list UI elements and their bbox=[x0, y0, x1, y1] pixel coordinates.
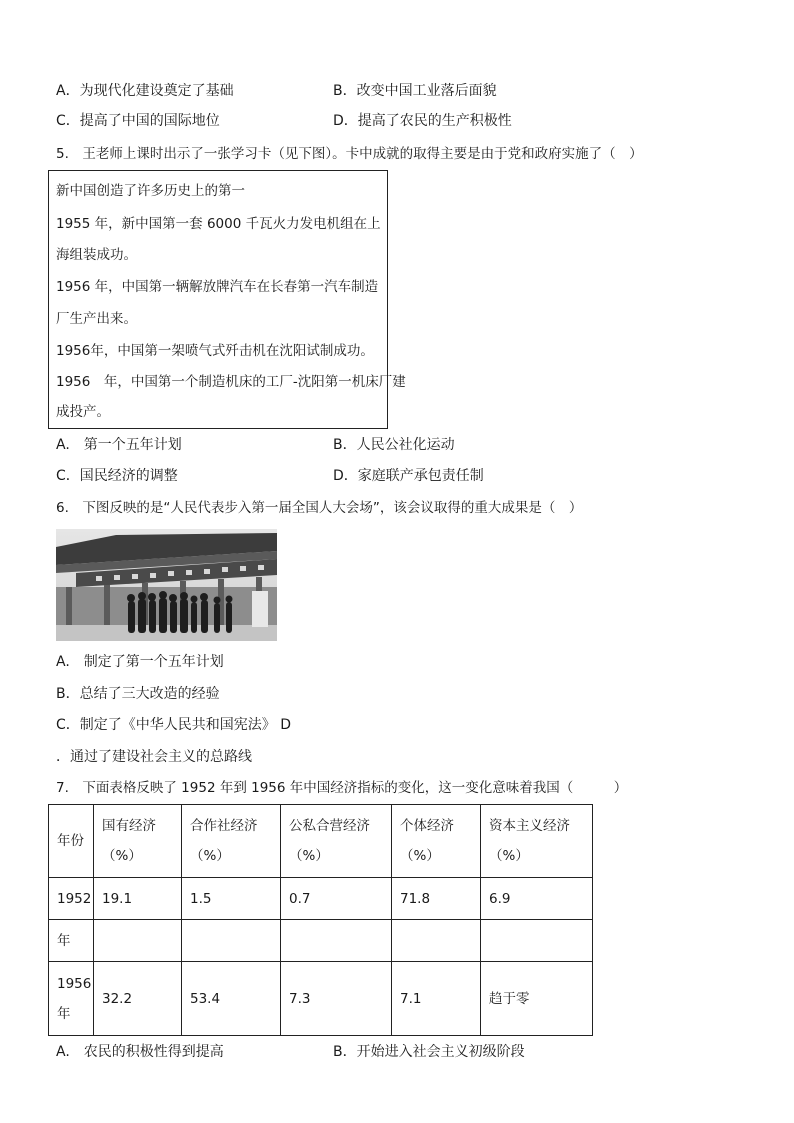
q5-stem: 5. 王老师上课时出示了一张学习卡（见下图）。卡中成就的取得主要是由于党和政府实施了（ ） bbox=[56, 146, 643, 162]
table-cell: 7.3 bbox=[281, 962, 392, 1036]
table-cell: 71.8 bbox=[392, 878, 481, 920]
study-card bbox=[48, 170, 406, 429]
q5-option-d: D．家庭联产承包责任制 bbox=[333, 468, 484, 484]
table-cell: 趋于零 bbox=[481, 962, 593, 1036]
congress-hall-photo bbox=[56, 529, 277, 641]
q6-option-c: C．制定了《中华人民共和国宪法》 D bbox=[56, 717, 292, 733]
q7-stem: 7. 下面表格反映了 1952 年到 1956 年中国经济指标的变化，这一变化意味着我国（ ） bbox=[56, 780, 628, 796]
card-line: 海组装成功。 bbox=[56, 247, 137, 263]
q6-option-a: A. 制定了第一个五年计划 bbox=[56, 654, 224, 670]
table-row bbox=[49, 962, 593, 1036]
q7-option-b: B．开始进入社会主义初级阶段 bbox=[333, 1044, 525, 1060]
table-header-cell: 个体经济 （%） bbox=[392, 805, 481, 878]
q4-option-a: A．为现代化建设奠定了基础 bbox=[56, 83, 234, 99]
table-cell bbox=[481, 920, 593, 962]
table-cell: 1956 年 bbox=[49, 962, 94, 1036]
table-header-cell: 国有经济 （%） bbox=[94, 805, 182, 878]
table-cell bbox=[182, 920, 281, 962]
q4-option-c: C．提高了中国的国际地位 bbox=[56, 113, 220, 129]
congress-hall-photo-illustration bbox=[56, 529, 277, 641]
table-row bbox=[49, 878, 593, 920]
q4-option-b: B．改变中国工业落后面貌 bbox=[333, 83, 497, 99]
table-cell bbox=[94, 920, 182, 962]
card-line: 1955 年，新中国第一套 6000 千瓦火力发电机组在上 bbox=[56, 216, 381, 232]
table-header-row bbox=[49, 805, 593, 878]
q5-option-b: B．人民公社化运动 bbox=[333, 437, 455, 453]
table-cell: 53.4 bbox=[182, 962, 281, 1036]
table-cell: 年 bbox=[49, 920, 94, 962]
card-line: 新中国创造了许多历史上的第一 bbox=[56, 183, 245, 199]
q5-option-a: A. 第一个五年计划 bbox=[56, 437, 182, 453]
table-cell: 1.5 bbox=[182, 878, 281, 920]
table-cell: 19.1 bbox=[94, 878, 182, 920]
card-line: 成投产。 bbox=[56, 404, 110, 420]
q6-option-b: B．总结了三大改造的经验 bbox=[56, 686, 220, 702]
q4-option-d: D．提高了农民的生产积极性 bbox=[333, 113, 512, 129]
card-line: 1956 年，中国第一辆解放牌汽车在长春第一汽车制造 bbox=[56, 279, 379, 295]
table-header-cell: 公私合营经济 （%） bbox=[281, 805, 392, 878]
table-cell bbox=[281, 920, 392, 962]
q6-stem: 6. 下图反映的是“人民代表步入第一届全国人大会场”，该会议取得的重大成果是（ ） bbox=[56, 500, 583, 516]
table-cell bbox=[392, 920, 481, 962]
table-header-cell: 合作社经济 （%） bbox=[182, 805, 281, 878]
table-cell: 1952 bbox=[49, 878, 94, 920]
table-header-cell: 年份 bbox=[49, 805, 94, 878]
table-cell: 6.9 bbox=[481, 878, 593, 920]
table-cell: 7.1 bbox=[392, 962, 481, 1036]
table-row bbox=[49, 920, 593, 962]
table-header-cell: 资本主义经济 （%） bbox=[481, 805, 593, 878]
card-line: 1956年，中国第一架喷气式歼击机在沈阳试制成功。 bbox=[56, 343, 374, 359]
q5-option-c: C．国民经济的调整 bbox=[56, 468, 178, 484]
q7-option-a: A. 农民的积极性得到提高 bbox=[56, 1044, 224, 1060]
q6-option-d: ．通过了建设社会主义的总路线 bbox=[56, 749, 252, 765]
economy-table bbox=[48, 804, 593, 1036]
table-cell: 32.2 bbox=[94, 962, 182, 1036]
table-cell: 0.7 bbox=[281, 878, 392, 920]
card-line: 厂生产出来。 bbox=[56, 311, 137, 327]
card-line: 1956 年，中国第一个制造机床的工厂-沈阳第一机床厂建 bbox=[56, 374, 406, 390]
